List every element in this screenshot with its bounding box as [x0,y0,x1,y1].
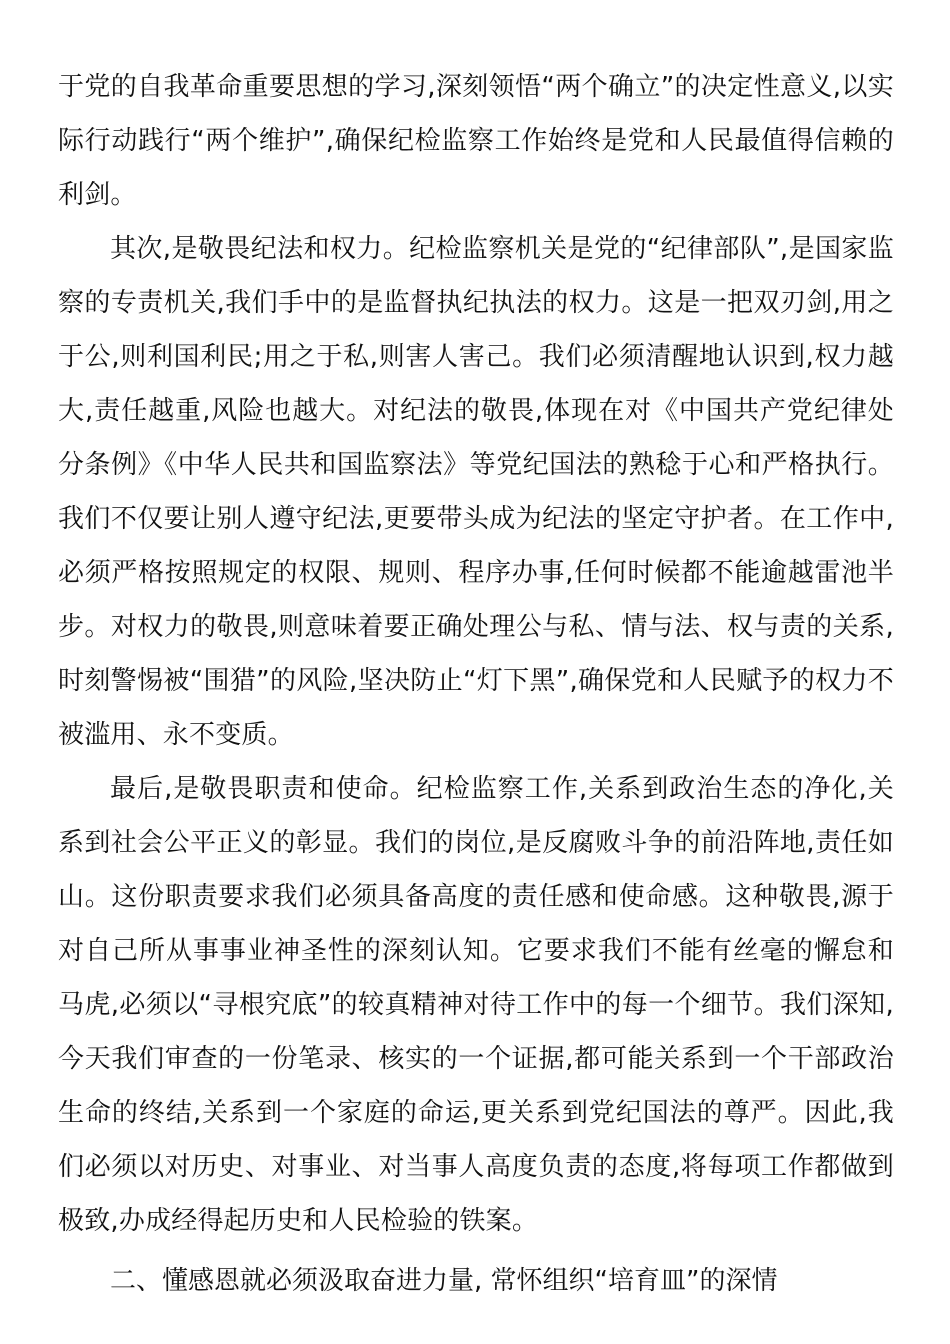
paragraph-continuation: 于党的自我革命重要思想的学习,深刻领悟“两个确立”的决定性意义,以实际行动践行“两个维护”,确保纪检监察工作始终是党和人民最值得信赖的利剑。 [58,72,894,210]
paragraph-awe-duty-mission: 最后,是敬畏职责和使命。纪检监察工作,关系到政治生态的净化,关系到社会公平正义的彰显。我们的岗位,是反腐败斗争的前沿阵地,责任如山。这份职责要求我们必须具备高度的责任感和使命感。这种敬畏,源于对自己所从事事业神圣性的深刻认知。它要求我们不能有丝毫的懈怠和马虎,必须以“寻根究底”的较真精神对待工作中的每一个细节。我们深知,今天我们审查的一份笔录、核实的一个证据,都可能关系到一个干部政治生命的终结,关系到一个家庭的命运,更关系到党纪国法的尊严。因此,我们必须以对历史、对事业、对当事人高度负责的态度,将每项工作都做到极致,办成经得起历史和人民检验的铁案。 [58,774,894,1236]
paragraph-awe-law-power: 其次,是敬畏纪法和权力。纪检监察机关是党的“纪律部队”,是国家监察的专责机关,我们手中的是监督执纪执法的权力。这是一把双刃剑,用之于公,则利国利民;用之于私,则害人害己。我们必须清醒地认识到,权力越大,责任越重,风险也越大。对纪法的敬畏,体现在对《中国共产党纪律处分条例》《中华人民共和国监察法》等党纪国法的熟稔于心和严格执行。我们不仅要让别人遵守纪法,更要带头成为纪法的坚定守护者。在工作中,必须严格按照规定的权限、规则、程序办事,任何时候都不能逾越雷池半步。对权力的敬畏,则意味着要正确处理公与私、情与法、权与责的关系,时刻警惕被“围猎”的风险,坚决防止“灯下黑”,确保党和人民赋予的权力不被滥用、永不变质。 [58,234,894,750]
document-page [58,60,894,1308]
section-heading: 二、懂感恩就必须汲取奋进力量, 常怀组织“培育皿”的深情 [110,1266,778,1296]
